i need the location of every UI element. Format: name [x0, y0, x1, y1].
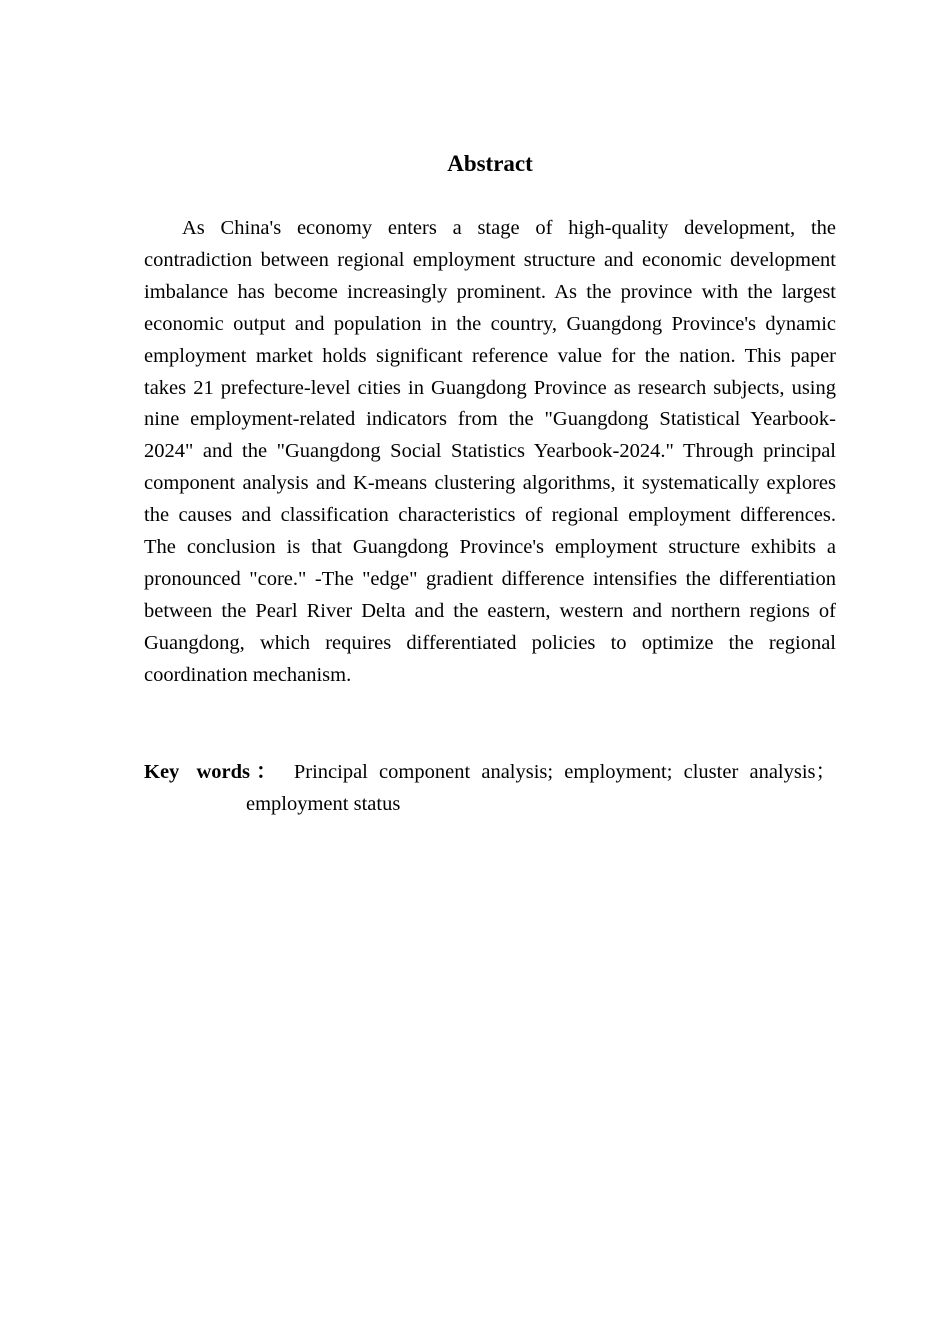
abstract-title: Abstract — [447, 151, 533, 176]
keywords-paragraph — [144, 756, 836, 820]
abstract-body: As China's economy enters a stage of high-quality development, the contradiction between regional employment structure and economic development imbalance has become increasingly prominent. As the province with the largest economic output and population in the country, Guangdong Province's dynamic employment market holds significant reference value for the nation. This paper takes 21 prefecture-level cities in Guangdong Province as research subjects, using nine employment-related indicators from the "Guangdong Statistical Yearbook-2024" and the "Guangdong Social Statistics Yearbook-2024." Through principal component analysis and K-means clustering algorithms, it systematically explores the causes and classification characteristics of regional employment differences. The conclusion is that Guangdong Province's employment structure exhibits a pronounced "core." -The "edge" gradient difference intensifies the differentiation between the Pearl River Delta and the eastern, western and northern regions of Guangdong, which requires differentiated policies to optimize the regional coordination mechanism. — [144, 217, 836, 686]
keywords-text: Principal component analysis; employment; cluster analysis；employment status — [246, 761, 837, 815]
keywords-label: Key words： — [144, 761, 283, 783]
